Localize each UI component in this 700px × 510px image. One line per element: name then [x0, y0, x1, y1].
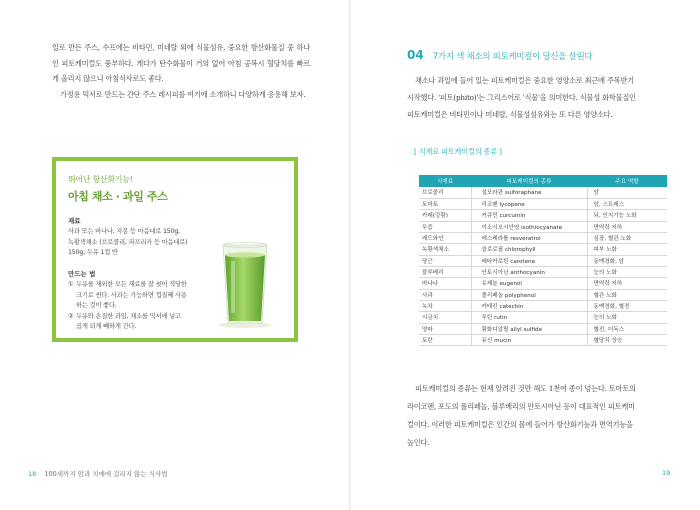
table-cell: 무즙	[419, 221, 471, 232]
table-row	[419, 289, 667, 300]
section-number: 04	[407, 48, 424, 62]
method-step-line: 곱게 되게 빼하게 간다.	[76, 323, 137, 330]
table-cell: 피부 노화	[587, 244, 667, 255]
section-heading	[407, 44, 592, 63]
intro-paragraph: 가정용 믹서로 만드는 간단 주스 레시피를 여기에 소개하니 다양하게 응용해 보자.	[60, 89, 306, 99]
right-page-closing	[407, 380, 669, 452]
ingredient-line: 사과 또는 바나나, 자몽 등 마음대로 150g,	[68, 228, 180, 235]
right-page-intro	[407, 72, 669, 123]
ingredient-line: 150g, 두유 1컵 반	[68, 249, 118, 256]
table-row	[419, 232, 667, 243]
table-cell: 녹황색채소	[419, 244, 471, 255]
closing-line: 높인다.	[407, 438, 430, 447]
table-body	[419, 187, 667, 346]
table-cell: 뇌, 인지기능 노화	[587, 210, 667, 221]
intro-paragraph: 일로 만든 주스, 수프에는 비타민, 미네랄 외에 식물섬유, 중요한 항산화물질 중 하나인 피토케미컬도 풍부하다. 게다가 탄수화물이 거의 없어 아침 공복시 혈당치를 빠르게 올리지 않으니 아침식사로도 좋다.	[52, 43, 310, 83]
left-page-intro	[52, 40, 310, 102]
method-steps	[68, 280, 218, 333]
table-cell: 바나나	[419, 278, 471, 289]
running-title: 100세까지 암과 치매에 걸리지 않는 식사법	[44, 470, 168, 478]
table-row	[419, 312, 667, 323]
table-row	[419, 334, 667, 345]
table-cell: 카테킨 catechin	[471, 300, 587, 311]
table-row	[419, 255, 667, 266]
closing-line: 피토케미컬의 종류는 현재 알려진 것만 해도 1천여 종이 넘는다. 토마토의	[415, 384, 636, 393]
table-cell: 안토시아닌 anthocyanin	[471, 266, 587, 277]
table-cell: 면역력 저하	[587, 221, 667, 232]
table-cell: 눈의 노화	[587, 266, 667, 277]
table-cell: 눈의 노화	[587, 312, 667, 323]
section-title: 7가지 색 채소의 피토케미컬이 당신을 살린다	[432, 52, 593, 62]
table-row	[419, 244, 667, 255]
table-cell: 뮤신 mucin	[471, 334, 587, 345]
table-cell: 심장, 혈관 노화	[587, 232, 667, 243]
table-row	[419, 300, 667, 311]
left-footer	[28, 469, 168, 478]
table-header-row	[419, 175, 667, 187]
ingredient-line: 녹황색채소 (브로콜리, 파프리카 등 마음대로)	[68, 238, 188, 246]
method-step-line: 크기로 썬다. 사과는 가능하면 껍질째 사용	[76, 291, 187, 299]
table-cell: 양파	[419, 323, 471, 334]
juice-glass-image	[217, 239, 273, 329]
table-row	[419, 323, 667, 334]
table-header: 피토케미컬의 종류	[471, 175, 587, 187]
intro-line: 채소나 과일에 들어 있는 피토케미컬은 중요한 영양소로 최근에 주목받기	[415, 76, 634, 85]
table-cell: 레스베라톨 resveratrol	[471, 232, 587, 243]
table-row	[419, 266, 667, 277]
table-cell: 시금치	[419, 312, 471, 323]
table-cell: 리코펜 lycopene	[471, 198, 587, 209]
table-cell: 유제놀 eugenol	[471, 278, 587, 289]
table-cell: 카레(강황)	[419, 210, 471, 221]
intro-line: 피토케미컬은 비타민이나 미네랄, 식물성섬유와는 또 다른 영양소다.	[407, 110, 613, 119]
table-cell: 토란	[419, 334, 471, 345]
table-cell: 사과	[419, 289, 471, 300]
table-cell: 동맥경화, 암	[587, 255, 667, 266]
table-cell: 면역력 저하	[587, 278, 667, 289]
table-row	[419, 278, 667, 289]
recipe-title: 아침 채소 · 과일 주스	[68, 190, 168, 203]
table-row	[419, 210, 667, 221]
ingredients-list	[68, 227, 218, 259]
table-row	[419, 187, 667, 198]
method-step-line: ② 두유와 손질한 과일, 채소를 믹서에 넣고	[68, 312, 181, 320]
table-row	[419, 221, 667, 232]
table-cell: 토마토	[419, 198, 471, 209]
table-cell: 커큐민 curcumin	[471, 210, 587, 221]
table-cell: 동맥경화, 혈전	[587, 300, 667, 311]
phytochemical-table	[419, 175, 667, 346]
table-cell: 폴리페놀 polyphenol	[471, 289, 587, 300]
table-header: 식재료	[419, 175, 471, 187]
method-step-line: 하는 것이 좋다.	[76, 302, 117, 309]
page-gutter	[349, 0, 351, 510]
table-cell: 암	[587, 187, 667, 198]
table-cell: 혈당치 상승	[587, 334, 667, 345]
table-title: [ 식재료 피토케미컬의 종류 ]	[414, 147, 502, 156]
table-cell: 브로콜리	[419, 187, 471, 198]
right-page-number: 19	[662, 469, 671, 477]
table-cell: 이소시오시안염 isothiocyanate	[471, 221, 587, 232]
table-cell: 혈관 노화	[587, 289, 667, 300]
ingredients-heading: 재료	[68, 217, 81, 225]
table-cell: 당근	[419, 255, 471, 266]
intro-line: 시작했다. '피토(phito)'는 그리스어로 '식물'을 의미한다. 식물성 화학물질인	[407, 93, 636, 102]
closing-line: 라이코펜, 포도의 폴리페놀, 블루베리의 안토시아닌 등이 대표적인 피토케미	[407, 402, 635, 411]
table-cell: 루틴 rutin	[471, 312, 587, 323]
table-row	[419, 198, 667, 209]
left-page-number: 18	[28, 470, 37, 478]
method-step-line: ① 두유를 제외한 모든 재료를 잘 씻어 적당한	[68, 281, 187, 288]
method-heading: 만드는 법	[68, 270, 96, 278]
table-cell: 혈전, 더독스	[587, 323, 667, 334]
table-cell: 녹차	[419, 300, 471, 311]
table-header: 주요 역할	[587, 175, 667, 187]
recipe-kicker: 뛰어난 항산화기능!	[68, 175, 133, 184]
table-cell: 설포라판 sulforaphane	[471, 187, 587, 198]
table-cell: 클로로필 chlorophyll	[471, 244, 587, 255]
closing-line: 컬이다. 이러한 피토케미컬은 인간의 몸에 들어가 항산화기능과 면역기능을	[407, 420, 633, 429]
recipe-box	[52, 157, 298, 342]
table-cell: 암, 스트레스	[587, 198, 667, 209]
table-cell: 블루베리	[419, 266, 471, 277]
table-cell: 레드와인	[419, 232, 471, 243]
table-cell: 황화디알릴 allyl sulfide	[471, 323, 587, 334]
table-cell: 베타카로틴 carotene	[471, 255, 587, 266]
